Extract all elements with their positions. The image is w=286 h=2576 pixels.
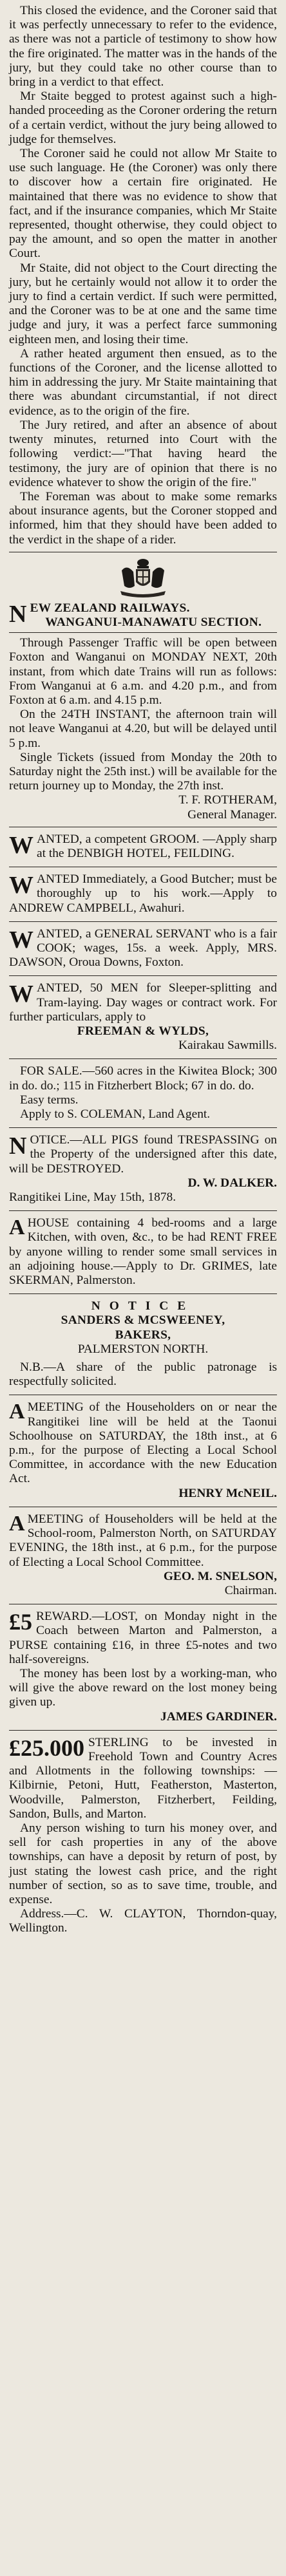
newspaper-column: [9, 4, 277, 1937]
drop-cap: W: [9, 831, 33, 859]
ad-contact: Apply to S. COLEMAN, Land Agent.: [20, 1107, 211, 1122]
sterling-amount: £25.000: [9, 1735, 84, 1761]
report-paragraph: The Jury retired, and after an absence of about twenty minutes, returned into Court with the following verdict:—"That having heard the testimony, the jury are of opinion that there is no evidence whatever to show the origin of the fire.": [9, 418, 277, 489]
ad-bakers: [9, 1298, 277, 1390]
ad-date: Rangitikei Line, May 15th, 1878.: [9, 1190, 176, 1205]
ad-signer-title: Chairman.: [224, 1583, 277, 1597]
drop-cap: A: [9, 1400, 25, 1424]
ad-signer: HENRY McNEIL.: [178, 1486, 277, 1500]
ad-heading: NOTICE: [91, 1299, 195, 1313]
ad-contact: FREEMAN & WYLDS,: [77, 1024, 209, 1038]
notice-paragraph: Through Passenger Traffic will be open between Foxton and Wanganui on MONDAY NEXT, 20th instant, from which date Trains will run as follows: From Wanganui at 6 a.m. and 4.20 p.m., and from Foxton at 6 a.m. and 4.15 p.m.: [9, 636, 277, 707]
report-paragraph: This closed the evidence, and the Coroner said that it was perfectly unnecessary to refer to the evidence, as there was not a particle of testimony to show how the fire originated. The matter was in the hands of the jury, but they could take no other course than to bring in a verdict to that effect.: [9, 4, 277, 89]
drop-cap: W: [9, 926, 33, 954]
report-paragraph: Mr Staite, did not object to the Court directing the jury, but he certainly would not allow it to order the jury to find a certain verdict. If such were permitted, and the Coroner was to be at one and the same time judge and jury, it was a perfect farce summoning eighteen men, and losing their time.: [9, 261, 277, 346]
column-rule: [9, 975, 277, 976]
drop-cap: N: [9, 600, 27, 628]
signer-title: General Manager.: [187, 807, 277, 822]
notice-paragraph: On the 24TH INSTANT, the afternoon train will not leave Wanganui at 4.20, but will be delayed until 5 p.m.: [9, 708, 277, 750]
ad-text: STERLING to be invested in Freehold Town and Country Acres and Allotments in the following townships: —Kilbirnie, Petoni, Hutt, Featherston, Masterton, Woodville, Palmerston, Fitzherbert, Feilding, Sandon, Bulls, and Marton.: [9, 1735, 277, 1821]
ad-place: PALMERSTON NORTH.: [77, 1342, 209, 1356]
ad-groom: [9, 831, 277, 862]
column-rule: [9, 632, 277, 633]
column-rule: [9, 1210, 277, 1211]
ad-text: REWARD.—LOST, on Monday night in the Coach between Marton and Palmerston, a PURSE containing £16, in three £5-notes and two half-sovereigns.: [9, 1610, 277, 1666]
report-paragraph: The Foreman was about to make some remarks about insurance agents, but the Coroner stopped and informed, him that they should have been added to the verdict in the shape of a rider.: [9, 489, 277, 547]
inquest-report: [9, 4, 277, 547]
ad-place: Kairakau Sawmills.: [178, 1039, 277, 1053]
drop-cap: N: [9, 1133, 27, 1160]
ad-text: ANTED, 50 MEN for Sleeper-splitting and Tram-laying. Day wages or contract work. For further particulars, apply to: [9, 981, 277, 1024]
ad-reward: [9, 1608, 277, 1725]
notice-title: EW ZEALAND RAILWAYS.: [30, 601, 190, 615]
report-paragraph: A rather heated argument then ensued, as to the functions of the Coroner, and the license allotted to him in addressing the jury. Mr Staite maintaining that there was abundant circumstantial, if not direct evidence, as to the origin of the fire.: [9, 346, 277, 418]
ad-meeting-palmerston: [9, 1511, 277, 1599]
ad-text: ANTED Immediately, a Good Butcher; must be thoroughly up to his work.—Apply to ANDREW CAMPBELL, Awahuri.: [9, 872, 277, 915]
ad-text: Any person wishing to turn his money over, and sell for cash properties in any of the above townships, can have a deposit by return of post, by just stating the lowest cash price, and the right number of section, so as to save time, trouble, and expense.: [9, 1821, 277, 1906]
ad-meeting-taonui: [9, 1399, 277, 1501]
ad-servant: [9, 926, 277, 972]
ad-text: FOR SALE.—560 acres in the Kiwitea Block; 300 in do. do.; 115 in Fitzherbert Block; 67 in do. do.: [9, 1064, 277, 1093]
ad-sterling: [9, 1735, 277, 1937]
ad-text: MEETING of the Householders on or near the Rangitikei line will be held at the Taonui Schoolhouse on SATURDAY, the 18th inst., at 6 p.m., for the purpose of Electing a Local School Committee, in accordance with the new Education Act.: [9, 1400, 277, 1486]
ad-for-sale: [9, 1063, 277, 1123]
drop-cap: A: [9, 1216, 25, 1240]
column-rule: [9, 1730, 277, 1731]
column-rule: [9, 1293, 277, 1294]
ad-house: [9, 1215, 277, 1289]
section-heading: WANGANUI-MANAWATU SECTION.: [45, 615, 262, 629]
drop-cap: A: [9, 1511, 25, 1536]
ad-text: ANTED, a GENERAL SERVANT who is a fair COOK; wages, 15s. a week. Apply, MRS. DAWSON, Oroua Downs, Foxton.: [9, 926, 277, 970]
ad-butcher: [9, 871, 277, 917]
column-rule: [9, 921, 277, 922]
ad-text: HOUSE containing 4 bed-rooms and a large Kitchen, with oven, &c., to be had RENT FREE by anyone willing to render some small services in an adjoining house.—Apply to Dr. GRIMES, late SKERMAN, Palmerston.: [9, 1216, 277, 1288]
drop-cap: W: [9, 872, 33, 899]
column-rule: [9, 1058, 277, 1059]
ad-address: Address.—C. W. CLAYTON, Thorndon-quay, Wellington.: [9, 1907, 277, 1935]
ad-signer: JAMES GARDINER.: [160, 1709, 277, 1724]
column-rule: [9, 1127, 277, 1128]
drop-cap: W: [9, 981, 33, 1008]
ad-trade: BAKERS,: [115, 1328, 171, 1342]
ad-text: The money has been lost by a working-man, who will give the above reward on the lost money being given up.: [9, 1666, 277, 1709]
ad-note: N.B.—A share of the public patronage is respectfully solicited.: [9, 1360, 277, 1389]
ad-signer: GEO. M. SNELSON,: [163, 1569, 277, 1583]
signer: T. F. ROTHERAM,: [178, 793, 277, 807]
coat-of-arms-icon: [118, 558, 168, 597]
notice-paragraph: Single Tickets (issued from Monday the 20th to Saturday night the 25th inst.) will be available for the return journey up to Monday, the 27th inst.: [9, 750, 277, 793]
ad-firm: SANDERS & MCSWEENEY,: [61, 1313, 225, 1328]
ad-terms: Easy terms.: [20, 1093, 79, 1107]
ad-text: ANTED, a competent GROOM. —Apply sharp at the DENBIGH HOTEL, FEILDING.: [37, 832, 277, 860]
ad-text: OTICE.—ALL PIGS found TRESPASSING on the Property of the undersigned after this date, will be DESTROYED.: [9, 1133, 277, 1176]
report-paragraph: Mr Staite begged to protest against such a high-handed proceeding as the Coroner ordering the return of a certain verdict, without the jury being allowed to judge for themselves.: [9, 89, 277, 146]
reward-amount: £5: [9, 1609, 32, 1635]
railways-notice: [9, 601, 277, 822]
report-paragraph: The Coroner said he could not allow Mr Staite to use such language. He (the Coroner) was only there to discover how a certain fire originated. He maintained that there was no evidence to show that fact, and if the insurance companies, which Mr Staite represented, thought otherwise, they could object to pay the amount, and so open the matter in another Court.: [9, 147, 277, 261]
ad-notice-pigs: [9, 1132, 277, 1206]
ad-men: [9, 980, 277, 1054]
ad-signer: D. W. DALKER.: [187, 1176, 277, 1190]
ad-text: MEETING of Householders will be held at the School-room, Palmerston North, on SATURDAY EVENING, the 18th inst., at 6 p.m., for the purpose of Electing a Local School Committee.: [9, 1512, 277, 1569]
